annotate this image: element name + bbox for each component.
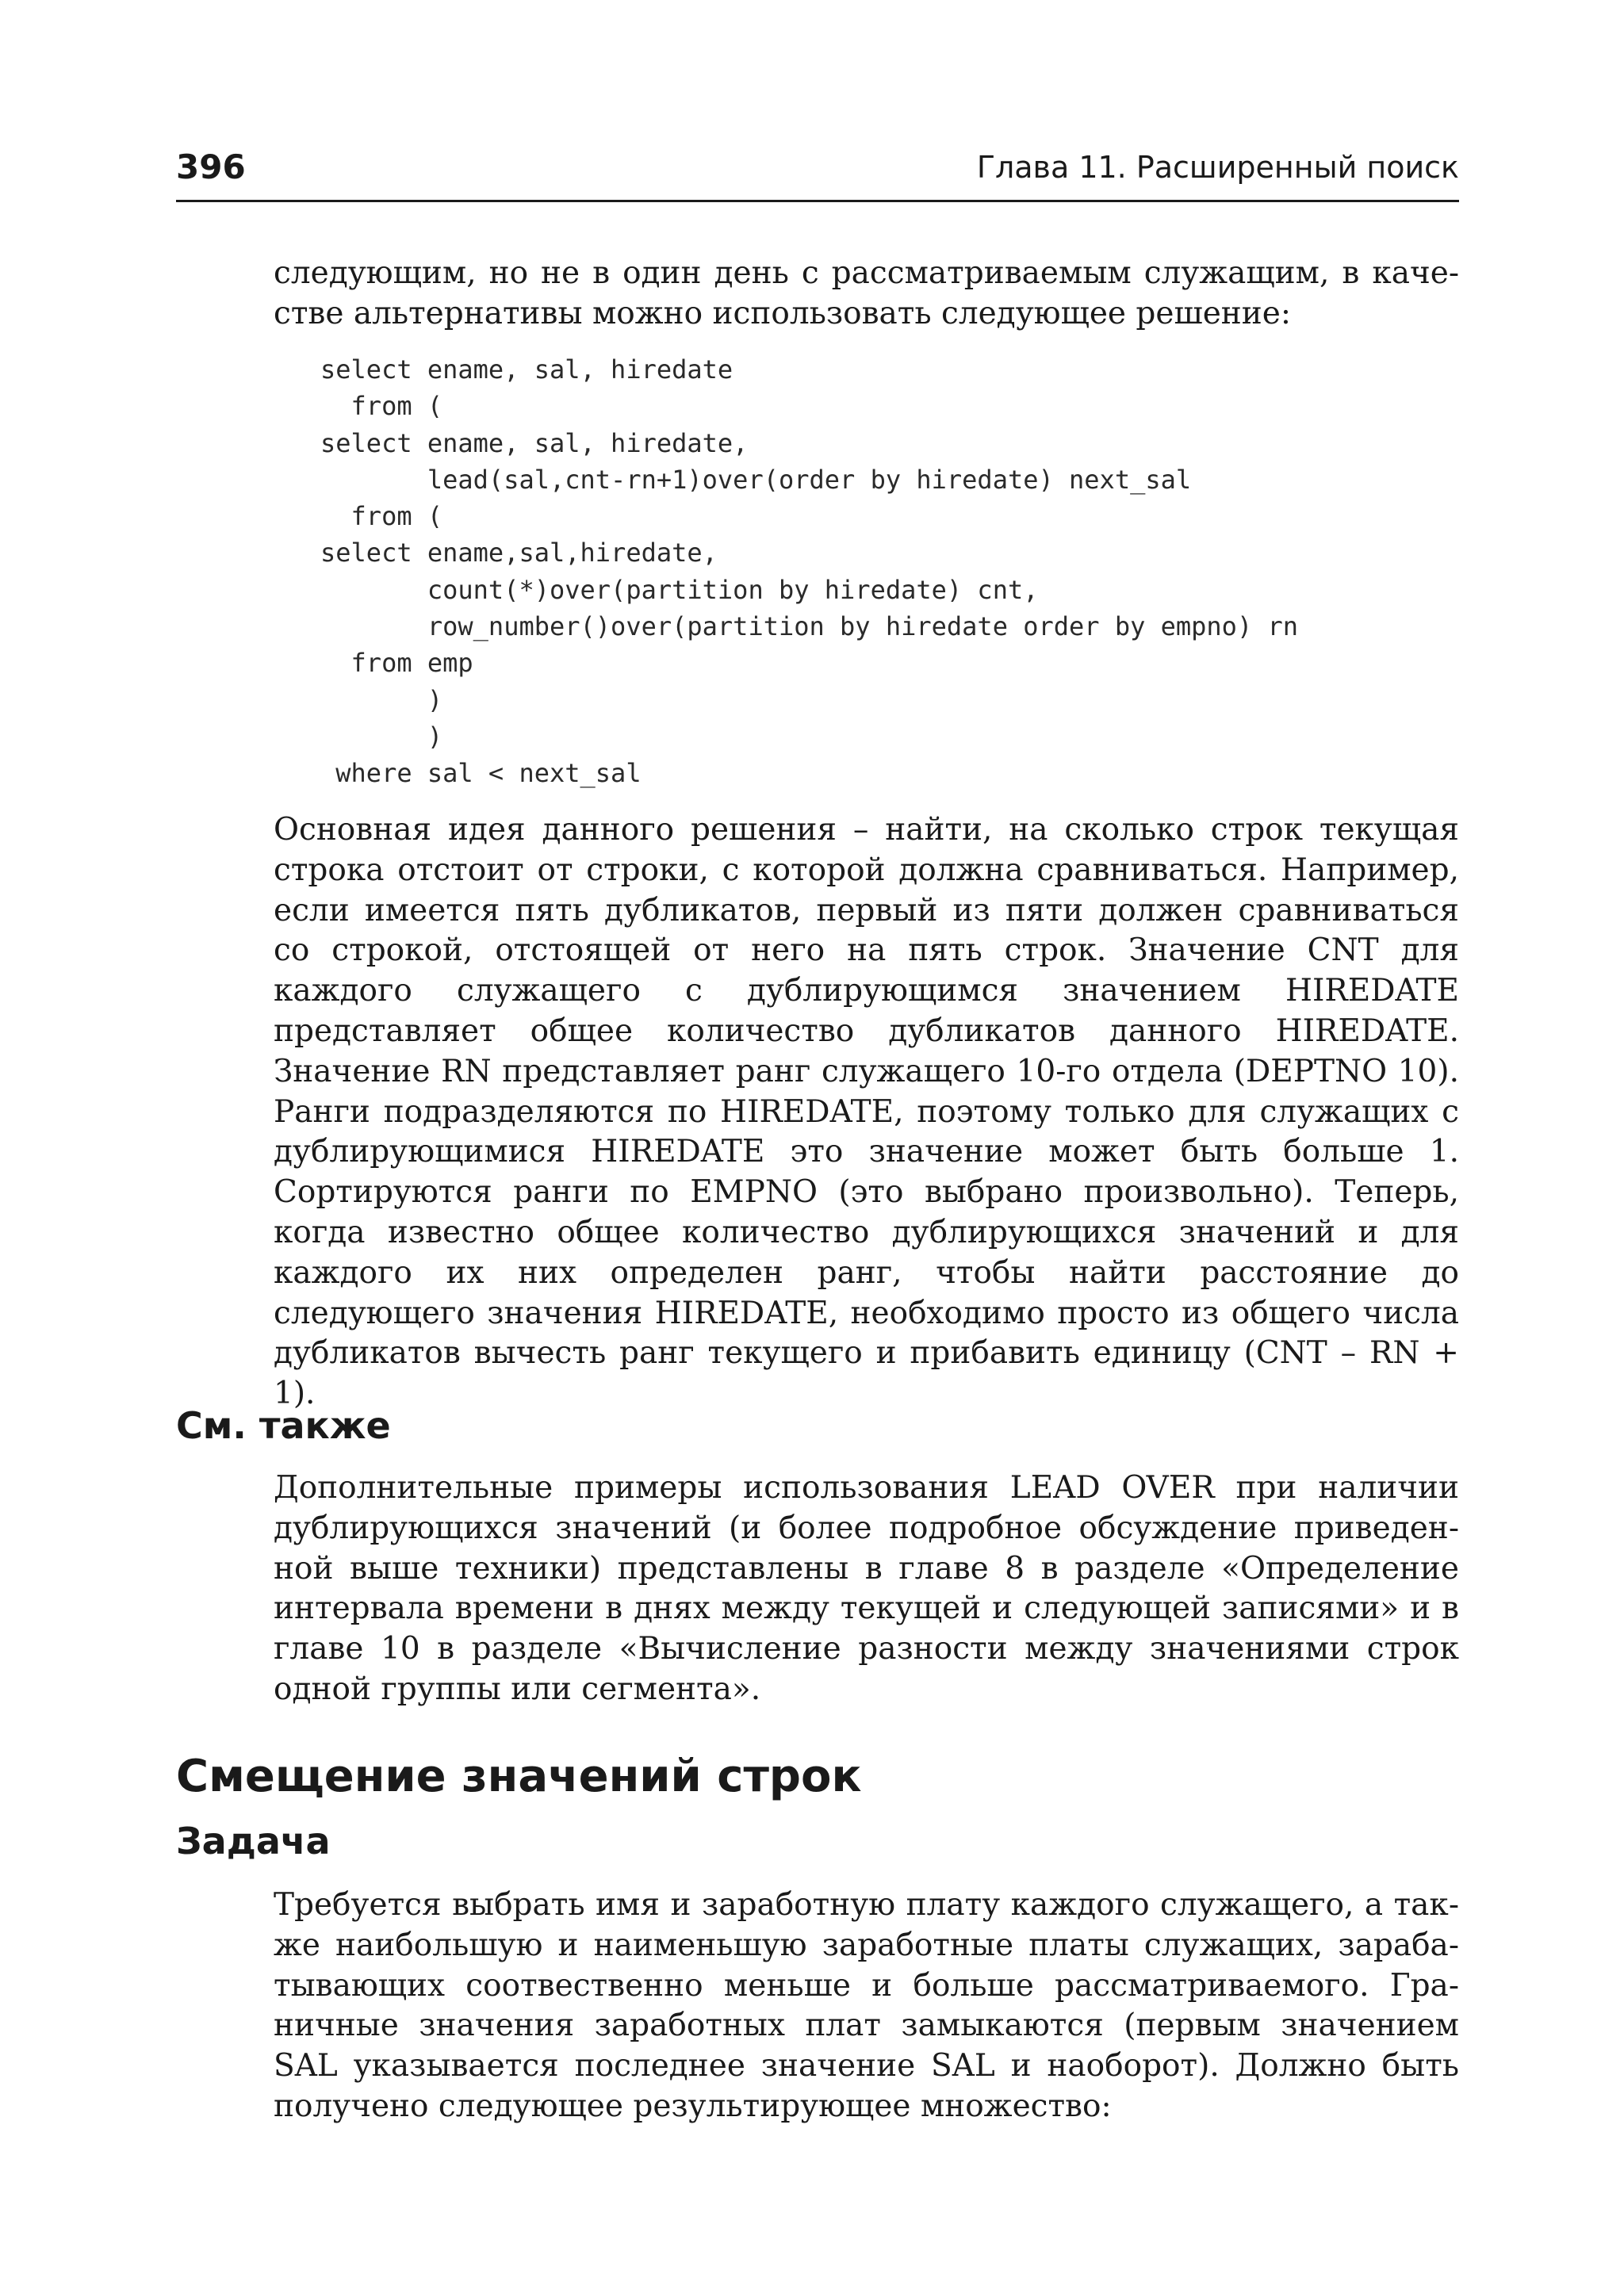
- see-also-heading: См. также: [176, 1404, 391, 1447]
- see-also-paragraph-text: Дополнительные примеры использования LEAD OVER при наличии дублирующихся значений (и более подробное обсуждение приведенной выше техники) представлены в главе 8 в разделе «Определение интервала времени в днях между текущей и следующей записями» и в главе 10 в разделе «Вычисление разности между значениями строк одной группы или сегмента».: [274, 1470, 1459, 1707]
- page-number: 396: [176, 147, 246, 186]
- intro-paragraph-text: следующим, но не в один день с рассматриваемым служащим, в качестве альтернативы можно использовать следующее решение:: [274, 255, 1459, 331]
- see-also-paragraph: [274, 1468, 1459, 1710]
- section-heading: Смещение значений строк: [176, 1751, 862, 1802]
- task-paragraph: [274, 1885, 1459, 2127]
- explanation-paragraph-text: Основная идея данного решения – найти, на сколько строк текущая строка отстоит от строки, с которой должна сравниваться. Например, если имеется пять дубликатов, первый из пяти должен сравниваться со строкой, отстоящей от него на пять строк. Значение CNT для каждого служащего с дублирующимся значением HIREDATE представляет общее количество дубликатов данного HIREDATE. Значение RN представляет ранг служащего 10-го отдела (DEPTNO 10). Ранги подразделяются по HIREDATE, поэтому только для служащих с дублирующимися HIREDATE это значение может быть больше 1. Сортируются ранги по EMPNO (это выбрано произвольно). Теперь, когда известно общее количество дублирующихся значений и для каждого их них определен ранг, чтобы найти расстояние до следующего значения HIREDATE, необходимо просто из общего числа дубликатов вычесть ранг текущего и прибавить единицу (CNT – RN + 1).: [274, 812, 1459, 1412]
- page-header: [176, 144, 1459, 202]
- task-heading: Задача: [176, 1820, 331, 1862]
- running-title: Глава 11. Расширенный поиск: [976, 150, 1459, 185]
- task-paragraph-text: Требуется выбрать имя и заработную плату каждого служащего, а также наибольшую и наименьшую заработные платы служащих, зарабатывающих соотвественно меньше и больше рассматриваемого. Граничные значения заработных плат замыкаются (первым значением SAL указывается последнее значение SAL и наоборот). Должно быть получено следующее результирующее множество:: [274, 1887, 1459, 2124]
- explanation-paragraph: [274, 810, 1459, 1414]
- intro-paragraph: [274, 254, 1459, 335]
- sql-code-listing: select ename, sal, hiredate from ( select ename, sal, hiredate, lead(sal,cnt-rn+1)over(order by hiredate) next_sal from ( select ename,sal,hiredate, count(*)over(partition by hiredate) cnt, row_number()over(partition by hiredate order by empno) rn from emp ) ) where sal < next_sal: [320, 354, 1298, 789]
